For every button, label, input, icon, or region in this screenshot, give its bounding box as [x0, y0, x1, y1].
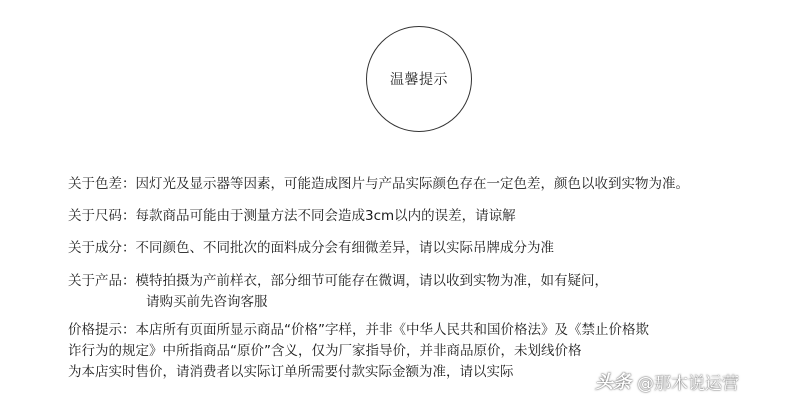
price-line: 为本店实时售价，请消费者以实际订单所需要付款实际金额为准，请以实际: [68, 364, 514, 380]
note-size: [68, 206, 516, 227]
note-label: 关于色差：: [68, 176, 136, 192]
note-color: [68, 174, 689, 195]
note-label: 关于成分：: [68, 240, 136, 256]
note-text: 每款商品可能由于测量方法不同会造成3cm以内的误差，请谅解: [135, 208, 516, 224]
note-product: [68, 271, 608, 313]
note-text: 因灯光及显示器等因素，可能造成图片与产品实际颜色存在一定色差，颜色以收到实物为准。: [135, 176, 689, 192]
note-label: 关于尺码：: [68, 208, 136, 224]
watermark-handle: @那木说运营: [637, 373, 739, 394]
watermark: [595, 368, 739, 394]
note-label: 关于产品：: [68, 273, 136, 289]
price-line: 诈行为的规定》中所指商品“原价”含义，仅为厂家指导价，并非商品原价，未划线价格: [68, 343, 582, 359]
watermark-brand: 头条: [595, 372, 631, 393]
note-text-continued: 请购买前先咨询客服: [146, 294, 268, 310]
note-text: 模特拍摄为产前样衣，部分细节可能存在微调，请以收到实物为准，如有疑问，: [135, 273, 608, 289]
note-material: [68, 238, 554, 259]
note-text: 不同颜色、不同批次的面料成分会有细微差异，请以实际吊牌成分为准: [135, 240, 554, 256]
title-circle: [366, 26, 472, 132]
price-line: 价格提示：本店所有页面所显示商品“价格”字样，并非《中华人民共和国价格法》及《禁止价格欺: [68, 322, 649, 338]
page-title: 温馨提示: [390, 72, 448, 88]
